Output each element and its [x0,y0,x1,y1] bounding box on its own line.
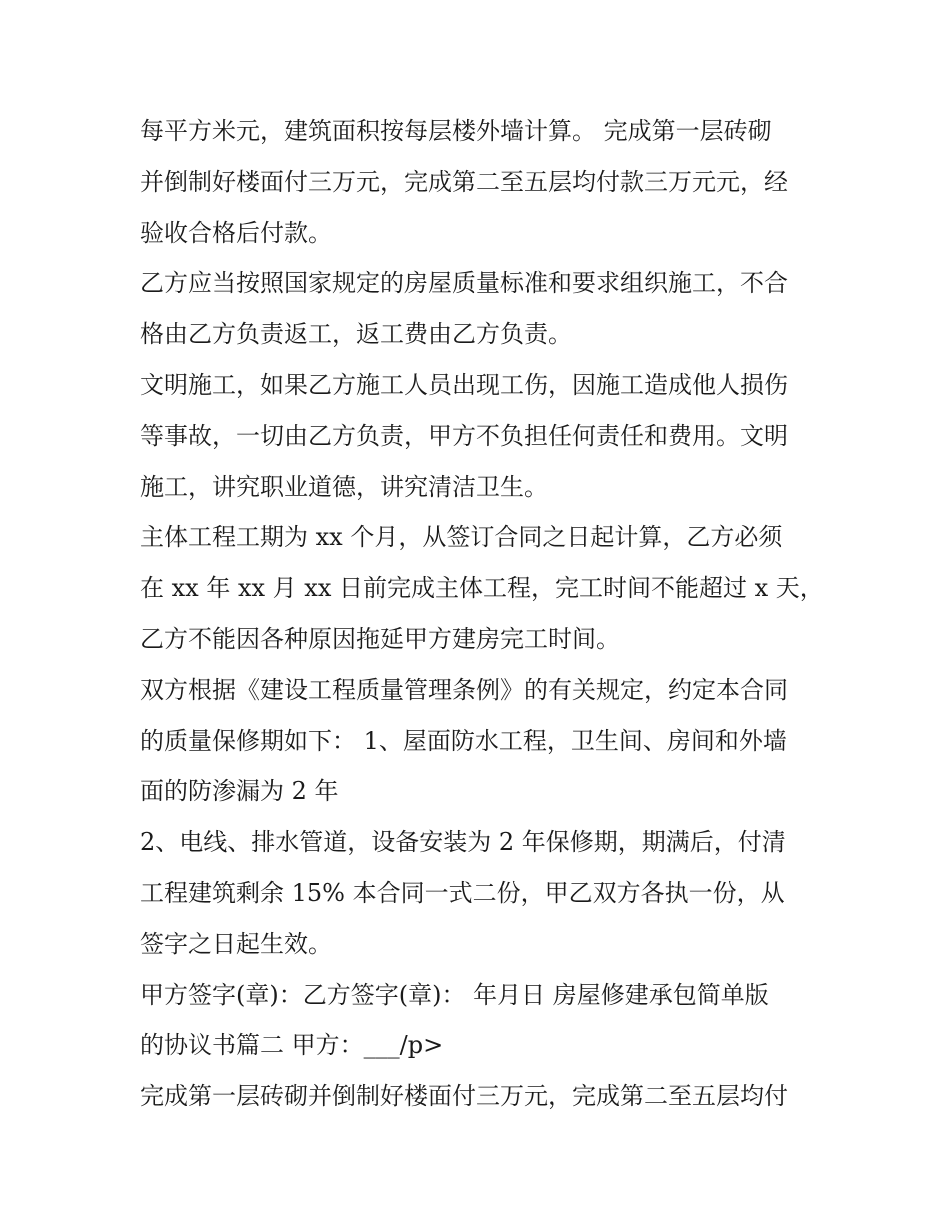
document-body [140,106,824,1122]
text-line: 等事故，一切由乙方负责，甲方不负担任何责任和费用。文明 [140,421,788,450]
text-line: 每平方米元，建筑面积按每层楼外墙计算。 完成第一层砖砌 [140,117,772,145]
text-line: 的质量保修期如下： 1、屋面防水工程，卫生间、房间和外墙 [140,726,787,755]
text-line: 主体工程工期为 xx 个月，从签订合同之日起计算，乙方必须 [140,523,783,552]
text-line: 双方根据《建设工程质量管理条例》的有关规定，约定本合同 [140,675,788,704]
text-line: 并倒制好楼面付三万元，完成第二至五层均付款三万元元，经 [140,167,788,196]
text-line: 工程建筑剩余 15% 本合同一式二份，甲乙双方各执一份，从 [140,878,785,907]
text-line: 签字之日起生效。 [140,929,332,958]
text-line: 甲方签字(章)：乙方签字(章)： 年月日 房屋修建承包简单版 [140,980,769,1009]
text-line: 文明施工，如果乙方施工人员出现工伤，因施工造成他人损伤 [140,370,788,399]
text-line: 乙方不能因各种原因拖延甲方建房完工时间。 [140,624,620,653]
text-line: 验收合格后付款。 [140,218,332,247]
text-line: 施工，讲究职业道德，讲究清洁卫生。 [140,472,548,501]
text-line: 在 xx 年 xx 月 xx 日前完成主体工程，完工时间不能超过 x 天， [140,574,824,603]
text-line: 乙方应当按照国家规定的房屋质量标准和要求组织施工，不合 [140,269,788,298]
text-line: 完成第一层砖砌并倒制好楼面付三万元，完成第二至五层均付 [140,1082,788,1111]
text-line: 面的防渗漏为 2 年 [140,777,339,806]
text-line: 2、电线、排水管道，设备安装为 2 年保修期，期满后，付清 [140,828,786,857]
text-line: 的协议书篇二 甲方：___/p> [140,1031,444,1060]
text-line: 格由乙方负责返工，返工费由乙方负责。 [140,320,572,349]
